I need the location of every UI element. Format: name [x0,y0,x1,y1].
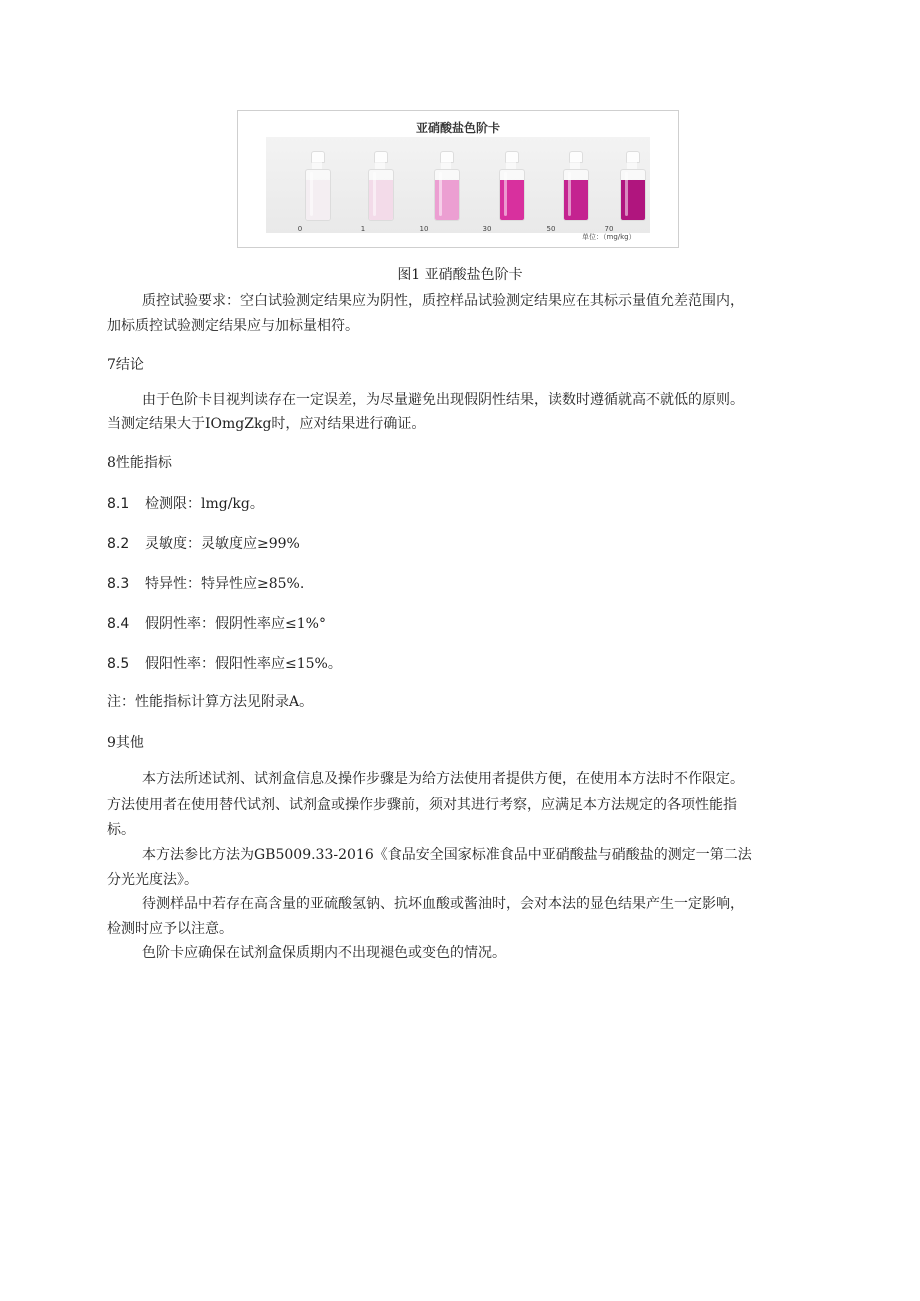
sec9-paragraph-1-end: 标。 [107,822,135,838]
figure-title: 亚硝酸盐色阶卡 [415,121,500,135]
list-item-number: 8.4 [107,616,130,632]
sec7-paragraph: 由于色阶卡目视判读存在一定误差，为尽量避免出现假阴性结果，读数时遵循就高不就低的原则。 [142,392,744,408]
section-8-heading: 8性能指标 [107,455,172,471]
vial-30 [498,151,524,221]
unit-label: 单位：（mg/kg） [582,233,636,241]
vial-label: 30 [482,225,492,233]
list-item-text: 灵敏度：灵敏度应≥99% [145,536,300,552]
vial-70 [619,151,645,221]
section-7-heading: 7结论 [107,357,144,373]
vial-0 [304,151,330,221]
qc-paragraph-cont: 加标质控试验测定结果应与加标量相符。 [107,318,359,334]
sec9-paragraph-3-cont: 检测时应予以注意。 [107,921,233,937]
sec7-paragraph-cont: 当测定结果大于IOmgZkg时，应对结果进行确证。 [107,416,426,432]
list-item-number: 8.3 [107,576,130,592]
vial-50 [562,151,588,221]
vial-panel [266,137,650,233]
list-item-number: 8.2 [107,536,130,552]
sec9-paragraph-4: 色阶卡应确保在试剂盒保质期内不出现褪色或变色的情况。 [142,945,506,961]
sec9-paragraph-1: 本方法所述试剂、试剂盒信息及操作步骤是为给方法使用者提供方便，在使用本方法时不作限定。 [142,771,744,787]
list-item-number: 8.1 [107,496,130,512]
list-item-text: 检测限：lmg/kg。 [145,496,264,512]
list-item-text: 假阴性率：假阴性率应≤1%° [145,616,326,632]
vial-label: 0 [297,225,303,233]
qc-paragraph: 质控试验要求：空白试验测定结果应为阴性，质控样品试验测定结果应在其标示量值允差范围内， [142,293,744,309]
vial-label: 10 [419,225,429,233]
sec9-paragraph-2-cont: 分光光度法》。 [107,872,198,888]
sec9-paragraph-1-cont: 方法使用者在使用替代试剂、试剂盒或操作步骤前，须对其进行考察，应满足本方法规定的各项性能指 [107,797,737,813]
figure-caption: 图1 亚硝酸盐色阶卡 [397,267,523,283]
vial-10 [433,151,459,221]
vial-label: 70 [604,225,614,233]
section-9-heading: 9其他 [107,735,144,751]
vial-1 [367,151,393,221]
vial-label: 1 [360,225,366,233]
sec9-paragraph-2: 本方法参比方法为GB5009.33-2016《食品安全国家标准食品中亚硝酸盐与硝酸盐的测定一第二法 [142,847,752,863]
vial-label: 50 [546,225,556,233]
list-item-text: 假阳性率：假阳性率应≤15%。 [145,656,342,672]
list-item-text: 特异性：特异性应≥85%. [145,576,305,592]
sec9-paragraph-3: 待测样品中若存在高含量的亚硫酸氢钠、抗坏血酸或酱油时，会对本法的显色结果产生一定影响， [142,896,744,912]
note: 注：性能指标计算方法见附录A。 [107,694,314,710]
list-item-number: 8.5 [107,656,130,672]
